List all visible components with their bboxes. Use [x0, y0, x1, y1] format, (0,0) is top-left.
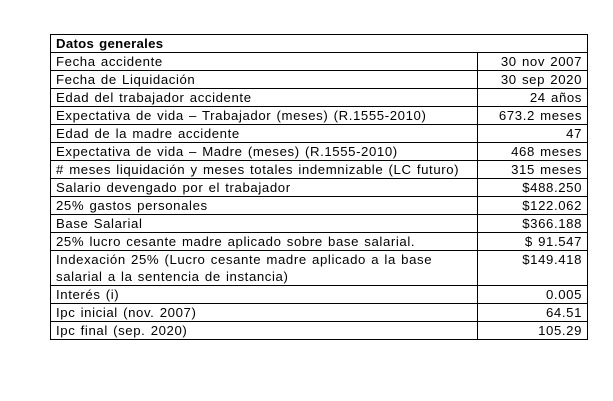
table-row: [51, 286, 588, 304]
table-row: [51, 322, 588, 340]
row-value: 315 meses: [478, 161, 588, 179]
row-value: 105.29: [478, 322, 588, 340]
row-value: 30 nov 2007: [478, 53, 588, 71]
row-value: 468 meses: [478, 143, 588, 161]
table-row: [51, 304, 588, 322]
table-row: [51, 161, 588, 179]
row-value: 673.2 meses: [478, 107, 588, 125]
row-label: 25% gastos personales: [51, 197, 478, 215]
row-label: # meses liquidación y meses totales indemnizable (LC futuro): [51, 161, 478, 179]
row-value: 0.005: [478, 286, 588, 304]
row-label: Expectativa de vida – Trabajador (meses) (R.1555-2010): [51, 107, 478, 125]
row-label: Edad del trabajador accidente: [51, 89, 478, 107]
row-label: Interés (i): [51, 286, 478, 304]
row-value: 47: [478, 125, 588, 143]
row-label: Expectativa de vida – Madre (meses) (R.1555-2010): [51, 143, 478, 161]
row-value: $488.250: [478, 179, 588, 197]
row-label: Ipc inicial (nov. 2007): [51, 304, 478, 322]
row-label: Fecha accidente: [51, 53, 478, 71]
table-header-row: [51, 35, 588, 53]
table-row: [51, 71, 588, 89]
row-label: Salario devengado por el trabajador: [51, 179, 478, 197]
table-title: Datos generales: [51, 35, 588, 53]
row-value: 64.51: [478, 304, 588, 322]
row-label: Edad de la madre accidente: [51, 125, 478, 143]
row-label: 25% lucro cesante madre aplicado sobre base salarial.: [51, 233, 478, 251]
table-row: [51, 251, 588, 286]
table-row: [51, 233, 588, 251]
table-row: [51, 197, 588, 215]
datos-generales-table: [50, 34, 587, 340]
table-row: [51, 125, 588, 143]
row-label: Ipc final (sep. 2020): [51, 322, 478, 340]
row-value: $122.062: [478, 197, 588, 215]
row-label: Base Salarial: [51, 215, 478, 233]
table-row: [51, 107, 588, 125]
table-row: [51, 89, 588, 107]
row-value: $ 91.547: [478, 233, 588, 251]
table-row: [51, 143, 588, 161]
row-value: $366.188: [478, 215, 588, 233]
table-row: [51, 215, 588, 233]
row-label: Fecha de Liquidación: [51, 71, 478, 89]
table-row: [51, 53, 588, 71]
table-row: [51, 179, 588, 197]
row-label: Indexación 25% (Lucro cesante madre aplicado a la base salarial a la sentencia de instancia): [51, 251, 478, 286]
row-value: 24 años: [478, 89, 588, 107]
row-value: $149.418: [478, 251, 588, 286]
row-value: 30 sep 2020: [478, 71, 588, 89]
